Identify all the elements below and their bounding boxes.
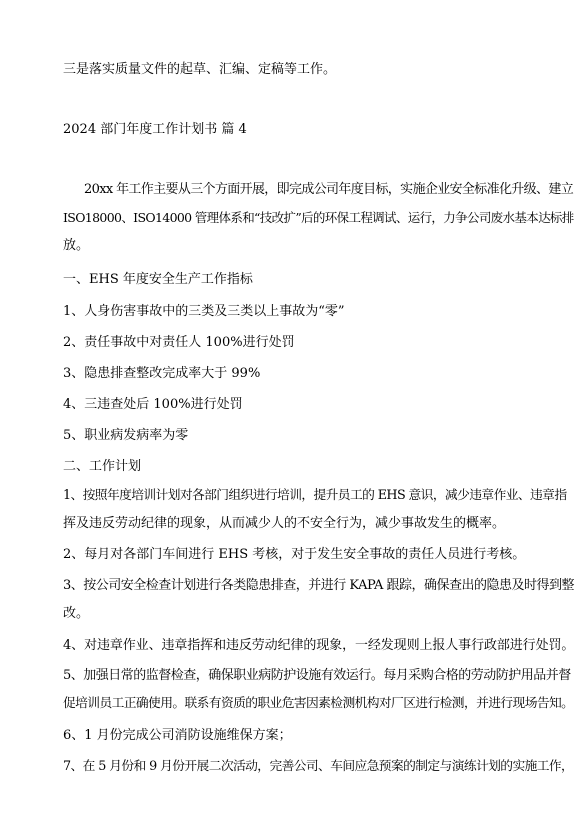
intro-line: 三是落实质量文件的起草、汇编、定稿等工作。: [63, 62, 337, 77]
target-item: 3、隐患排查整改完成率大于 99%: [63, 366, 261, 381]
overview-paragraph-line-3: 放。: [63, 238, 90, 253]
plan-item-4: 4、对违章作业、违章指挥和违反劳动纪律的现象，一经发现则上报人事行政部进行处罚。: [63, 638, 575, 653]
target-item: 5、职业病发病率为零: [63, 428, 189, 443]
plan-item-3-line-1: 3、按公司安全检查计划进行各类隐患排查，并进行 KAPA 跟踪，确保查出的隐患及时得到整: [63, 578, 575, 593]
plan-item-6: 6、1 月份完成公司消防设施维保方案；: [63, 728, 292, 743]
target-item: 2、责任事故中对责任人 100%进行处罚: [63, 335, 295, 350]
plan-item-5-line-2: 促培训员工正确使用。联系有资质的职业危害因素检测机构对厂区进行检测，并进行现场告知。: [63, 696, 574, 711]
overview-paragraph-line-2: ISO18000、ISO14000 管理体系和“技改扩”后的环保工程调试、运行，力争公司废水基本达标排: [63, 210, 574, 225]
plan-item-7: 7、在 5 月份和 9 月份开展二次活动，完善公司、车间应急预案的制定与演练计划的实施工作，: [63, 759, 574, 774]
heading-ehs-targets: 一、EHS 年度安全生产工作指标: [63, 272, 253, 287]
overview-paragraph-line-1: 20xx 年工作主要从三个方面开展，即完成公司年度目标，实施企业安全标准化升级、建立: [84, 182, 574, 197]
plan-item-2: 2、每月对各部门车间进行 EHS 考核，对于发生安全事故的责任人员进行考核。: [63, 547, 526, 562]
heading-work-plan: 二、工作计划: [63, 459, 142, 474]
target-item: 4、三违查处后 100%进行处罚: [63, 397, 243, 412]
plan-item-3-line-2: 改。: [63, 606, 90, 621]
plan-item-5-line-1: 5、加强日常的监督检查，确保职业病防护设施有效运行。每月采购合格的劳动防护用品并督: [63, 668, 571, 683]
target-item: 1、人身伤害事故中的三类及三类以上事故为“零”: [63, 304, 345, 319]
section-title: 2024 部门年度工作计划书 篇 4: [63, 122, 247, 137]
plan-item-1-line-2: 挥及违反劳动纪律的现象，从而减少人的不安全行为，减少事故发生的概率。: [63, 516, 506, 531]
plan-item-1-line-1: 1、按照年度培训计划对各部门组织进行培训，提升员工的 EHS 意识，减少违章作业、违章指: [63, 488, 567, 503]
